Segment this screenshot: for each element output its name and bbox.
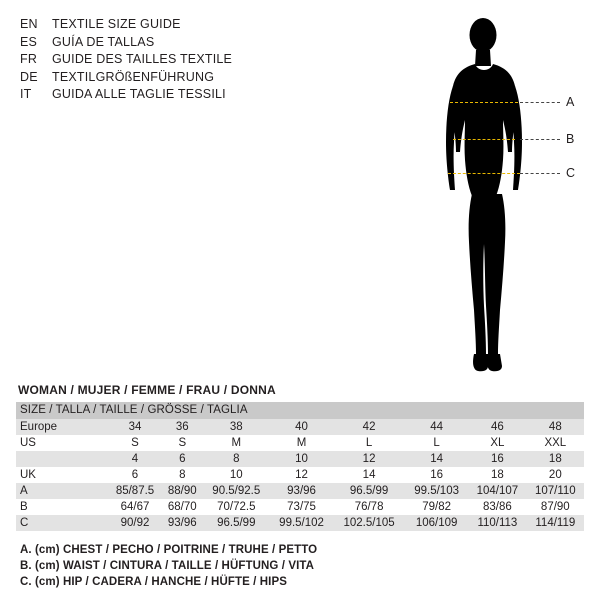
row-label: UK: [16, 467, 108, 483]
language-text: TEXTILGRÖßENFÜHRUNG: [52, 69, 215, 84]
cell: L: [333, 435, 405, 451]
chest-label-a: A: [566, 95, 575, 109]
table-row-us: [16, 435, 584, 451]
size-header-label: SIZE / TALLA / TAILLE / GRÖSSE / TAGLIA: [16, 402, 584, 419]
table-header-row: [16, 402, 584, 419]
cell: 99.5/103: [405, 483, 468, 499]
gender-title: WOMAN / MUJER / FEMME / FRAU / DONNA: [18, 383, 276, 397]
language-row-de: [20, 70, 320, 88]
table-row-us-numeric: [16, 451, 584, 467]
cell: 93/96: [162, 515, 203, 531]
cell: 16: [468, 451, 527, 467]
cell: 107/110: [527, 483, 584, 499]
cell: 114/119: [527, 515, 584, 531]
cell: 8: [203, 451, 271, 467]
footnote-hip: C. (cm) HIP / CADERA / HANCHE / HÜFTE / HIPS: [20, 576, 288, 588]
cell: 44: [405, 419, 468, 435]
cell: 4: [108, 451, 162, 467]
cell: M: [270, 435, 333, 451]
row-label: C: [16, 515, 108, 531]
cell: 14: [405, 451, 468, 467]
cell: 96.5/99: [333, 483, 405, 499]
row-label: A: [16, 483, 108, 499]
cell: 106/109: [405, 515, 468, 531]
size-table-section: [16, 383, 584, 531]
language-code: EN: [20, 17, 38, 31]
language-row-fr: [20, 52, 320, 70]
language-text: GUÍA DE TALLAS: [52, 34, 155, 49]
hip-leader-line: [520, 173, 560, 174]
language-row-en: [20, 17, 320, 35]
cell: 76/78: [333, 499, 405, 515]
row-label: US: [16, 435, 108, 451]
footnote-waist: B. (cm) WAIST / CINTURA / TAILLE / HÜFTUNG / VITA: [20, 560, 315, 572]
cell: 110/113: [468, 515, 527, 531]
cell: 16: [405, 467, 468, 483]
cell: 99.5/102: [270, 515, 333, 531]
table-row-a: [16, 483, 584, 499]
language-text: TEXTILE SIZE GUIDE: [52, 17, 181, 31]
cell: 88/90: [162, 483, 203, 499]
cell: 68/70: [162, 499, 203, 515]
cell: XXL: [527, 435, 584, 451]
language-code: FR: [20, 52, 38, 66]
cell: 6: [162, 451, 203, 467]
cell: 18: [468, 467, 527, 483]
cell: 20: [527, 467, 584, 483]
cell: 102.5/105: [333, 515, 405, 531]
cell: 96.5/99: [203, 515, 271, 531]
cell: 90.5/92.5: [203, 483, 271, 499]
cell: 40: [270, 419, 333, 435]
footnote-list: [20, 542, 580, 590]
chest-leader-line: [520, 102, 560, 103]
waist-leader-line: [520, 139, 560, 140]
cell: 85/87.5: [108, 483, 162, 499]
chest-measure-line: [450, 102, 518, 103]
waist-label-b: B: [566, 132, 575, 146]
language-code: DE: [20, 69, 38, 84]
language-list: [20, 17, 320, 105]
language-code: ES: [20, 34, 38, 49]
language-row-it: [20, 87, 320, 105]
cell: 8: [162, 467, 203, 483]
cell: L: [405, 435, 468, 451]
language-text: GUIDA ALLE TAGLIE TESSILI: [52, 87, 226, 101]
hip-measure-line: [448, 173, 520, 174]
row-label: B: [16, 499, 108, 515]
cell: S: [108, 435, 162, 451]
row-label: [16, 451, 108, 467]
cell: 73/75: [270, 499, 333, 515]
hip-label-c: C: [566, 166, 576, 180]
cell: 104/107: [468, 483, 527, 499]
cell: 12: [333, 451, 405, 467]
language-code: IT: [20, 87, 32, 101]
cell: 14: [333, 467, 405, 483]
table-row-uk: [16, 467, 584, 483]
table-row-europe: [16, 419, 584, 435]
female-body-figure: [420, 10, 595, 375]
cell: 38: [203, 419, 271, 435]
cell: 87/90: [527, 499, 584, 515]
waist-measure-line: [453, 139, 515, 140]
cell: M: [203, 435, 271, 451]
cell: 6: [108, 467, 162, 483]
language-row-es: [20, 35, 320, 53]
cell: S: [162, 435, 203, 451]
cell: 10: [270, 451, 333, 467]
table-row-c: [16, 515, 584, 531]
cell: 93/96: [270, 483, 333, 499]
footnote-chest: A. (cm) CHEST / PECHO / POITRINE / TRUHE / PETTO: [20, 544, 318, 556]
cell: 34: [108, 419, 162, 435]
cell: 42: [333, 419, 405, 435]
cell: 46: [468, 419, 527, 435]
table-row-b: [16, 499, 584, 515]
female-silhouette-icon: [420, 10, 595, 375]
cell: 10: [203, 467, 271, 483]
cell: 83/86: [468, 499, 527, 515]
cell: 36: [162, 419, 203, 435]
language-text: GUIDE DES TAILLES TEXTILE: [52, 52, 233, 66]
cell: 70/72.5: [203, 499, 271, 515]
row-label: Europe: [16, 419, 108, 435]
cell: 12: [270, 467, 333, 483]
cell: 48: [527, 419, 584, 435]
size-table: [16, 402, 584, 531]
cell: 18: [527, 451, 584, 467]
cell: XL: [468, 435, 527, 451]
cell: 64/67: [108, 499, 162, 515]
cell: 79/82: [405, 499, 468, 515]
cell: 90/92: [108, 515, 162, 531]
